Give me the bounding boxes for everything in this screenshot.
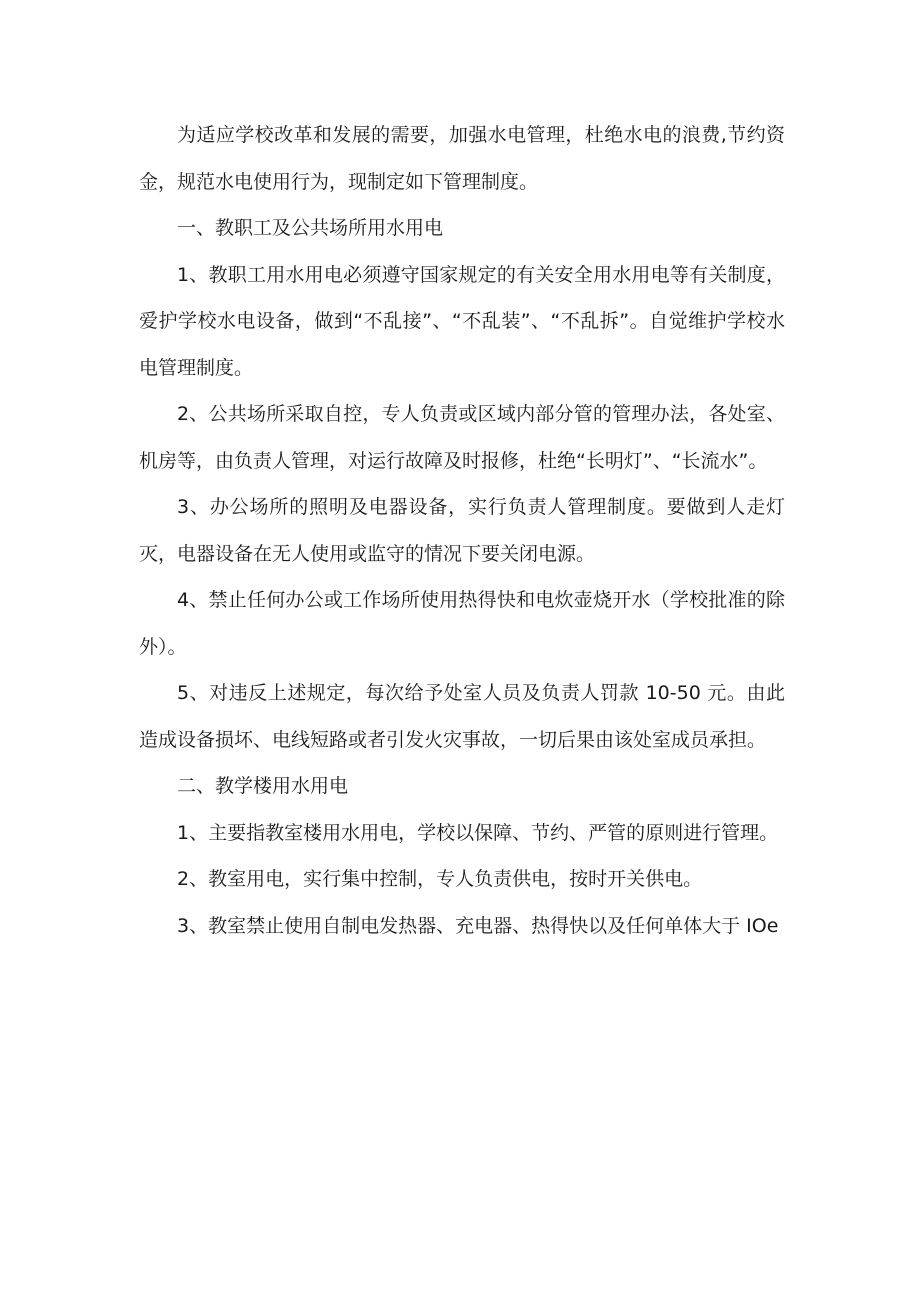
section-1-item-1: 1、教职工用水用电必须遵守国家规定的有关安全用水用电等有关制度，爱护学校水电设备，做到“不乱接”、“不乱装”、“不乱拆”。自觉维护学校水电管理制度。 (139, 263, 785, 379)
section-1-item-5: 5、对违反上述规定，每次给予处室人员及负责人罚款 10-50 元。由此造成设备损坏、电线短路或者引发火灾事故，一切后果由该处室成员承担。 (139, 682, 785, 751)
section-2-item-1: 1、主要指教室楼用水用电，学校以保障、节约、严管的原则进行管理。 (177, 821, 779, 844)
section-1-item-2: 2、公共场所采取自控，专人负责或区域内部分管的管理办法，各处室、机房等，由负责人管理，对运行故障及时报修，杜绝“长明灯”、“长流水”。 (139, 403, 785, 472)
intro-paragraph: 为适应学校改革和发展的需要，加强水电管理，杜绝水电的浪费,节约资金，规范水电使用行为，现制定如下管理制度。 (139, 124, 785, 193)
section-2-heading: 二、教学楼用水用电 (177, 775, 349, 797)
section-1-heading: 一、教职工及公共场所用水用电 (177, 217, 444, 239)
section-1-item-4: 4、禁止任何办公或工作场所使用热得快和电炊壶烧开水（学校批准的除外）。 (139, 589, 785, 658)
section-1-item-3: 3、办公场所的照明及电器设备，实行负责人管理制度。要做到人走灯灭，电器设备在无人使用或监守的情况下要关闭电源。 (139, 496, 785, 565)
section-2-item-3: 3、教室禁止使用自制电发热器、充电器、热得快以及任何单体大于 IOe (177, 914, 779, 937)
document-body (139, 112, 785, 949)
section-2-item-2: 2、教室用电，实行集中控制，专人负责供电，按时开关供电。 (177, 868, 703, 890)
